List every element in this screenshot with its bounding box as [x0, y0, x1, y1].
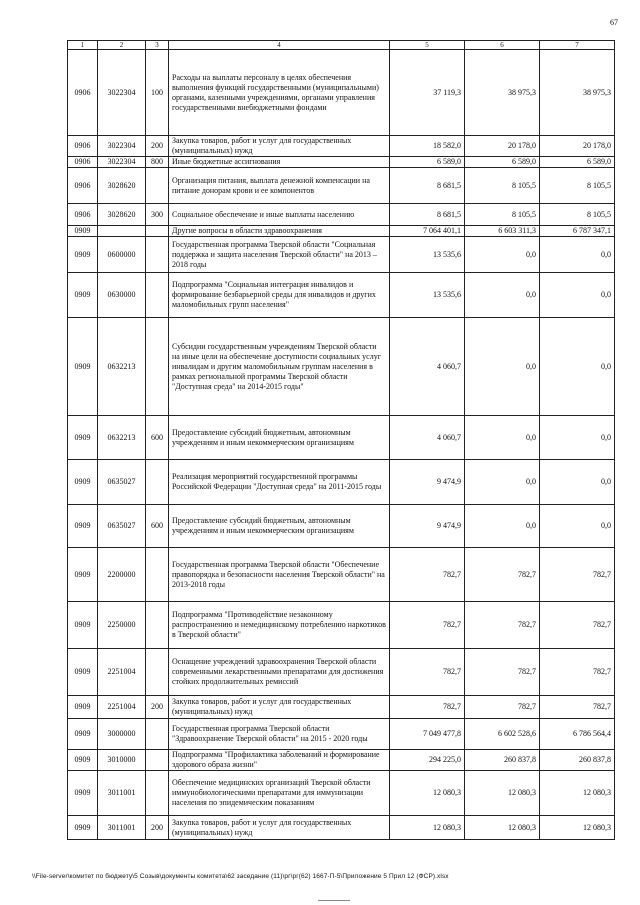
table-row: [68, 157, 615, 168]
table-row: [68, 696, 615, 719]
amount-col6-cell: 12 080,3: [465, 771, 540, 816]
amount-col7-cell: 8 105,5: [540, 168, 615, 204]
section-code-cell: 0909: [68, 771, 98, 816]
item-name-cell: Подпрограмма "Социальная интеграция инвалидов и формирование безбарьерной среды для инвалидов и других маломобильных групп населения": [169, 273, 390, 318]
table-row: [68, 50, 615, 136]
amount-col7-cell: 0,0: [540, 273, 615, 318]
amount-col7-cell: 0,0: [540, 505, 615, 548]
amount-col6-cell: 8 105,5: [465, 168, 540, 204]
section-code-cell: 0909: [68, 649, 98, 696]
amount-col6-cell: 6 603 311,3: [465, 226, 540, 237]
target-code-cell: 0632213: [98, 318, 146, 416]
amount-col5-cell: 12 080,3: [390, 816, 465, 840]
amount-col6-cell: 0,0: [465, 237, 540, 273]
section-code-cell: 0909: [68, 816, 98, 840]
item-name-cell: Государственная программа Тверской области "Здравоохранение Тверской области" на 2015 - 2020 годы: [169, 719, 390, 750]
item-name-cell: Государственная программа Тверской области "Социальная поддержка и защита населения Тверской области" на 2013 – 2018 годы: [169, 237, 390, 273]
col-header: 4: [169, 41, 390, 50]
amount-col7-cell: 12 080,3: [540, 816, 615, 840]
amount-col5-cell: 4 060,7: [390, 416, 465, 460]
amount-col7-cell: 12 080,3: [540, 771, 615, 816]
section-code-cell: 0909: [68, 460, 98, 505]
section-code-cell: 0906: [68, 168, 98, 204]
expense-type-cell: 300: [146, 204, 169, 226]
expense-type-cell: 600: [146, 505, 169, 548]
expense-type-cell: [146, 750, 169, 771]
table-row: [68, 204, 615, 226]
expense-type-cell: [146, 237, 169, 273]
item-name-cell: Закупка товаров, работ и услуг для государственных (муниципальных) нужд: [169, 696, 390, 719]
target-code-cell: 3022304: [98, 50, 146, 136]
expense-type-cell: 200: [146, 816, 169, 840]
amount-col5-cell: 6 589,0: [390, 157, 465, 168]
amount-col7-cell: 8 105,5: [540, 204, 615, 226]
target-code-cell: 0635027: [98, 460, 146, 505]
target-code-cell: 2200000: [98, 548, 146, 602]
item-name-cell: Реализация мероприятий государственной программы Российской Федерации "Доступная среда" на 2011-2015 годы: [169, 460, 390, 505]
expense-type-cell: [146, 273, 169, 318]
table-row: [68, 168, 615, 204]
amount-col5-cell: 4 060,7: [390, 318, 465, 416]
header-row: [68, 41, 615, 50]
item-name-cell: Государственная программа Тверской области "Обеспечение правопорядка и безопасности населения Тверской области" на 2013-2018 годы: [169, 548, 390, 602]
amount-col7-cell: 260 837,8: [540, 750, 615, 771]
table-row: [68, 226, 615, 237]
amount-col5-cell: 9 474,9: [390, 505, 465, 548]
section-code-cell: 0909: [68, 237, 98, 273]
section-code-cell: 0909: [68, 226, 98, 237]
table-row: [68, 548, 615, 602]
amount-col5-cell: 7 064 401,1: [390, 226, 465, 237]
section-code-cell: 0909: [68, 719, 98, 750]
amount-col5-cell: 8 681,5: [390, 204, 465, 226]
amount-col5-cell: 782,7: [390, 602, 465, 649]
table-row: [68, 649, 615, 696]
amount-col5-cell: 37 119,3: [390, 50, 465, 136]
section-code-cell: 0906: [68, 50, 98, 136]
expense-type-cell: 200: [146, 136, 169, 157]
item-name-cell: Обеспечение медицинских организаций Тверской области иммунобиологическими препаратами для иммунизации населения по эпидемическим показаниям: [169, 771, 390, 816]
section-code-cell: 0906: [68, 204, 98, 226]
item-name-cell: Предоставление субсидий бюджетным, автономным учреждениям и иным некоммерческим организациям: [169, 416, 390, 460]
col-header: 5: [390, 41, 465, 50]
section-code-cell: 0909: [68, 318, 98, 416]
amount-col5-cell: 8 681,5: [390, 168, 465, 204]
amount-col6-cell: 6 589,0: [465, 157, 540, 168]
table-row: [68, 416, 615, 460]
section-code-cell: 0909: [68, 696, 98, 719]
table-row: [68, 136, 615, 157]
expense-type-cell: 600: [146, 416, 169, 460]
amount-col5-cell: 294 225,0: [390, 750, 465, 771]
item-name-cell: Закупка товаров, работ и услуг для государственных (муниципальных) нужд: [169, 136, 390, 157]
amount-col6-cell: 20 178,0: [465, 136, 540, 157]
amount-col7-cell: 38 975,3: [540, 50, 615, 136]
expense-type-cell: [146, 226, 169, 237]
item-name-cell: Организация питания, выплата денежной компенсации на питание донорам крови и ее компонентов: [169, 168, 390, 204]
section-code-cell: 0909: [68, 416, 98, 460]
target-code-cell: 3028620: [98, 204, 146, 226]
target-code-cell: 3011001: [98, 816, 146, 840]
expense-type-cell: [146, 602, 169, 649]
col-header: 1: [68, 41, 98, 50]
section-code-cell: 0906: [68, 136, 98, 157]
amount-col7-cell: 6 787 347,1: [540, 226, 615, 237]
amount-col6-cell: 0,0: [465, 460, 540, 505]
amount-col7-cell: 0,0: [540, 416, 615, 460]
expense-type-cell: 200: [146, 696, 169, 719]
amount-col7-cell: 0,0: [540, 318, 615, 416]
item-name-cell: Другие вопросы в области здравоохранения: [169, 226, 390, 237]
col-header: 3: [146, 41, 169, 50]
target-code-cell: 2251004: [98, 649, 146, 696]
amount-col6-cell: 6 602 528,6: [465, 719, 540, 750]
footer-file-path: \\File-server\комитет по бюджету\5 Созыв\документы комитета\62 заседание (11)\рг\рг(62) 1667-П-5\Приложение 5 Прил 12 (ФСР).xlsx: [32, 873, 449, 880]
target-code-cell: 2251004: [98, 696, 146, 719]
expense-type-cell: 800: [146, 157, 169, 168]
table-row: [68, 771, 615, 816]
amount-col6-cell: 12 080,3: [465, 816, 540, 840]
item-name-cell: Оснащение учреждений здравоохранения Тверской области современными лекарственными препаратами для достижения стойких продолжительных ремиссий: [169, 649, 390, 696]
expense-type-cell: [146, 548, 169, 602]
target-code-cell: 2250000: [98, 602, 146, 649]
amount-col7-cell: 782,7: [540, 696, 615, 719]
bottom-divider: [318, 900, 350, 901]
amount-col6-cell: 38 975,3: [465, 50, 540, 136]
amount-col7-cell: 782,7: [540, 602, 615, 649]
col-header: 7: [540, 41, 615, 50]
expense-type-cell: [146, 460, 169, 505]
target-code-cell: 3000000: [98, 719, 146, 750]
expense-type-cell: [146, 771, 169, 816]
amount-col7-cell: 20 178,0: [540, 136, 615, 157]
item-name-cell: Предоставление субсидий бюджетным, автономным учреждениям и иным некоммерческим организациям: [169, 505, 390, 548]
item-name-cell: Субсидии государственным учреждениям Тверской области на иные цели на обеспечение доступности социальных услуг инвалидам и другим маломобильным группам населения в рамках региональной программы Тверской области "Доступная среда" на 2014-2015 годы": [169, 318, 390, 416]
amount-col7-cell: 6 589,0: [540, 157, 615, 168]
amount-col6-cell: 0,0: [465, 318, 540, 416]
budget-table: [67, 40, 615, 840]
target-code-cell: 0630000: [98, 273, 146, 318]
target-code-cell: 0635027: [98, 505, 146, 548]
expense-type-cell: [146, 719, 169, 750]
table-row: [68, 505, 615, 548]
amount-col6-cell: 782,7: [465, 548, 540, 602]
item-name-cell: Иные бюджетные ассигнования: [169, 157, 390, 168]
amount-col7-cell: 782,7: [540, 548, 615, 602]
amount-col6-cell: 782,7: [465, 696, 540, 719]
section-code-cell: 0909: [68, 273, 98, 318]
amount-col5-cell: 13 535,6: [390, 237, 465, 273]
expense-type-cell: [146, 318, 169, 416]
table-row: [68, 750, 615, 771]
expense-type-cell: [146, 168, 169, 204]
amount-col5-cell: 18 582,0: [390, 136, 465, 157]
amount-col7-cell: 0,0: [540, 460, 615, 505]
amount-col5-cell: 12 080,3: [390, 771, 465, 816]
amount-col7-cell: 6 786 564,4: [540, 719, 615, 750]
amount-col5-cell: 782,7: [390, 696, 465, 719]
table-row: [68, 237, 615, 273]
table-row: [68, 602, 615, 649]
section-code-cell: 0909: [68, 548, 98, 602]
section-code-cell: 0909: [68, 750, 98, 771]
amount-col5-cell: 7 049 477,8: [390, 719, 465, 750]
table-row: [68, 816, 615, 840]
page-number: 67: [610, 18, 618, 27]
target-code-cell: 3022304: [98, 136, 146, 157]
section-code-cell: 0906: [68, 157, 98, 168]
amount-col5-cell: 13 535,6: [390, 273, 465, 318]
table-row: [68, 318, 615, 416]
expense-type-cell: 100: [146, 50, 169, 136]
table-row: [68, 719, 615, 750]
table-row: [68, 460, 615, 505]
target-code-cell: 3028620: [98, 168, 146, 204]
amount-col6-cell: 782,7: [465, 602, 540, 649]
target-code-cell: 3010000: [98, 750, 146, 771]
target-code-cell: 0600000: [98, 237, 146, 273]
amount-col5-cell: 782,7: [390, 649, 465, 696]
amount-col7-cell: 0,0: [540, 237, 615, 273]
amount-col6-cell: 260 837,8: [465, 750, 540, 771]
amount-col7-cell: 782,7: [540, 649, 615, 696]
target-code-cell: [98, 226, 146, 237]
item-name-cell: Подпрограмма "Профилактика заболеваний и формирование здорового образа жизни": [169, 750, 390, 771]
amount-col6-cell: 0,0: [465, 416, 540, 460]
amount-col5-cell: 9 474,9: [390, 460, 465, 505]
target-code-cell: 3011001: [98, 771, 146, 816]
item-name-cell: Социальное обеспечение и иные выплаты населению: [169, 204, 390, 226]
item-name-cell: Закупка товаров, работ и услуг для государственных (муниципальных) нужд: [169, 816, 390, 840]
expense-type-cell: [146, 649, 169, 696]
col-header: 2: [98, 41, 146, 50]
target-code-cell: 3022304: [98, 157, 146, 168]
col-header: 6: [465, 41, 540, 50]
amount-col6-cell: 782,7: [465, 649, 540, 696]
amount-col6-cell: 0,0: [465, 273, 540, 318]
item-name-cell: Подпрограмма "Противодействие незаконному распространению и немедицинскому потреблению наркотиков в Тверской области": [169, 602, 390, 649]
section-code-cell: 0909: [68, 602, 98, 649]
target-code-cell: 0632213: [98, 416, 146, 460]
section-code-cell: 0909: [68, 505, 98, 548]
table-row: [68, 273, 615, 318]
amount-col6-cell: 8 105,5: [465, 204, 540, 226]
amount-col5-cell: 782,7: [390, 548, 465, 602]
item-name-cell: Расходы на выплаты персоналу в целях обеспечения выполнения функций государственными (муниципальными) органами, казенными учреждениями, органами управления государственными внебюджетными фондами: [169, 50, 390, 136]
amount-col6-cell: 0,0: [465, 505, 540, 548]
